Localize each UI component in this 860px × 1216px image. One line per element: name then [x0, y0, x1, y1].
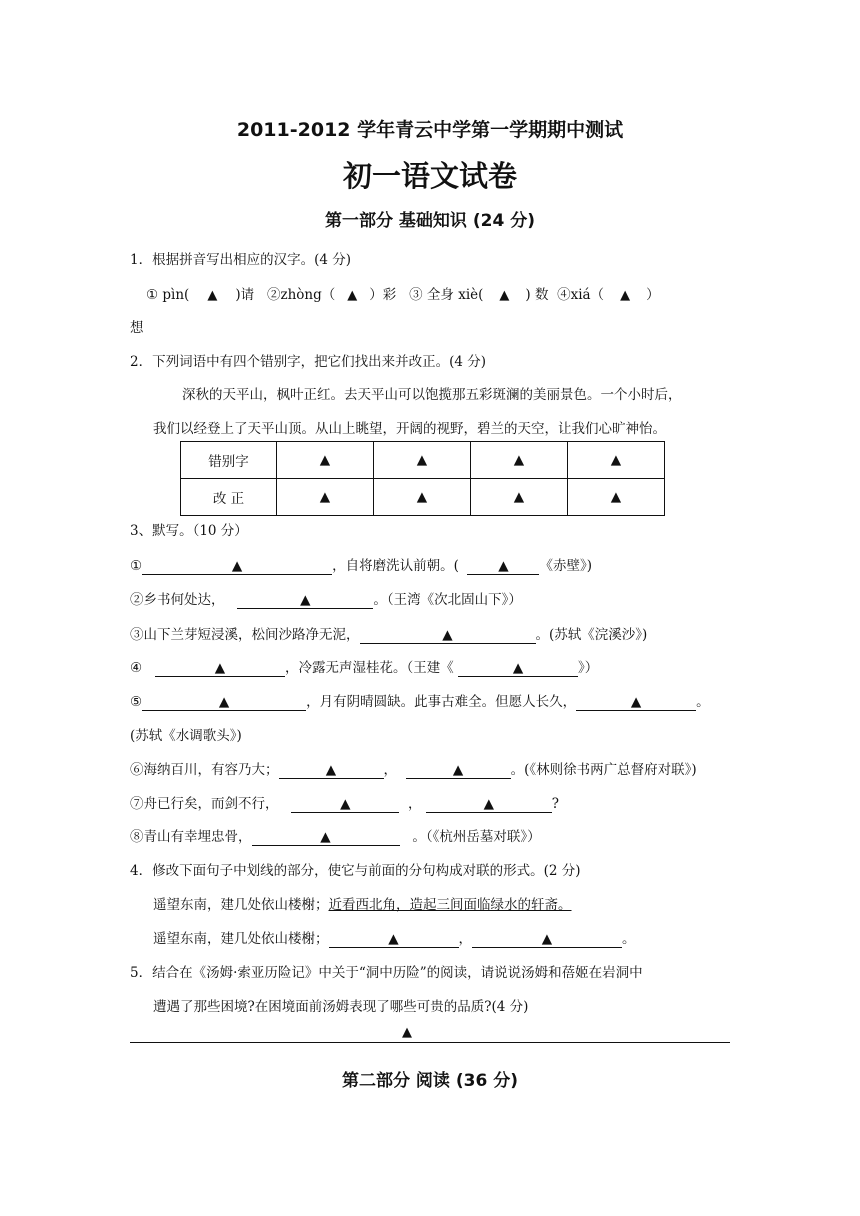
answer-blank[interactable]: ▲: [360, 628, 536, 644]
q3-line4: ④ ▲ ，冷露无声湿桂花。（王建《 ▲ 》）: [130, 660, 599, 676]
answer-mark[interactable]: ▲: [620, 288, 631, 303]
answer-blank[interactable]: ▲: [472, 932, 622, 948]
answer-blank[interactable]: ▲: [458, 661, 578, 677]
exam-subtitle: 初一语文试卷: [342, 159, 517, 193]
q3-stem: 3、默写。（10 分）: [130, 523, 248, 539]
answer-mark[interactable]: ▲: [207, 288, 218, 303]
answer-line[interactable]: [130, 1042, 730, 1043]
table-label: 错别字: [181, 442, 277, 479]
answer-blank[interactable]: ▲: [426, 797, 552, 813]
q5-stem-line1: 5．结合在《汤姆·索亚历险记》中关于“洞中历险”的阅读，请说说汤姆和蓓姬在岩洞中: [130, 965, 643, 981]
answer-cell[interactable]: ▲: [277, 479, 374, 516]
correction-table: [180, 441, 665, 516]
q2-passage-line2: 我们以经登上了天平山顶。从山上眺望，开阔的视野，碧兰的天空，让我们心旷神怡。: [153, 421, 666, 437]
q2-passage-line1: 深秋的天平山，枫叶正红。去天平山可以饱揽那五彩斑澜的美丽景色。一个小时后，: [182, 387, 682, 403]
answer-blank[interactable]: ▲: [142, 559, 332, 575]
q3-line5: ⑤ ▲ ，月有阴晴圆缺。此事古难全。但愿人长久， ▲ 。: [130, 694, 710, 710]
answer-blank[interactable]: ▲: [279, 763, 384, 779]
answer-cell[interactable]: ▲: [471, 442, 568, 479]
table-row: [181, 442, 665, 479]
q1-stem: 1．根据拼音写出相应的汉字。(4 分): [130, 252, 352, 268]
answer-blank[interactable]: ▲: [406, 763, 511, 779]
answer-blank[interactable]: ▲: [155, 661, 285, 677]
q3-line1: ① ▲ ，自将磨洗认前朝。( ▲ 《赤壁》): [130, 558, 593, 574]
q1-items: ① pìn( ▲ )请 ②zhòng（ ▲ ）彩 ③ 全身 xiè( ▲ ) 数 ④xiá（ ▲ ）: [146, 287, 660, 303]
table-row: [181, 479, 665, 516]
answer-cell[interactable]: ▲: [568, 442, 665, 479]
answer-blank[interactable]: ▲: [329, 932, 459, 948]
answer-cell[interactable]: ▲: [374, 479, 471, 516]
q3-line2: ②乡书何处达， ▲ 。（王湾《次北固山下》）: [130, 592, 522, 608]
answer-cell[interactable]: ▲: [568, 479, 665, 516]
answer-blank[interactable]: ▲: [237, 593, 373, 609]
q4-answer-sentence: 遥望东南，建几处依山楼榭； ▲ ， ▲ 。: [153, 931, 636, 947]
exam-title: 2011-2012 学年青云中学第一学期期中测试: [236, 119, 624, 141]
q3-line8: ⑧青山有幸埋忠骨， ▲ 。（《杭州岳墓对联》）: [130, 829, 541, 845]
q5-stem-line2: 遭遇了那些困境?在困境面前汤姆表现了哪些可贵的品质?(4 分): [153, 999, 529, 1015]
q1-continuation: 想: [130, 320, 144, 336]
answer-mark[interactable]: ▲: [347, 288, 358, 303]
q3-line5-source: (苏轼《水调歌头》): [130, 728, 242, 744]
table-label: 改 正: [181, 479, 277, 516]
answer-mark[interactable]: ▲: [402, 1025, 412, 1040]
underlined-clause: 近看西北角，造起三间面临绿水的轩斋。: [328, 897, 572, 913]
answer-cell[interactable]: ▲: [374, 442, 471, 479]
answer-blank[interactable]: ▲: [252, 830, 400, 846]
answer-cell[interactable]: ▲: [277, 442, 374, 479]
answer-blank[interactable]: ▲: [291, 797, 399, 813]
answer-mark[interactable]: ▲: [499, 288, 510, 303]
q3-line7: ⑦舟已行矣，而剑不行， ▲ ， ▲ ?: [130, 796, 560, 812]
answer-cell[interactable]: ▲: [471, 479, 568, 516]
part1-heading: 第一部分 基础知识 (24 分): [325, 211, 535, 231]
q3-line3: ③山下兰芽短浸溪，松间沙路净无泥， ▲ 。(苏轼《浣溪沙》): [130, 627, 648, 643]
q4-original-sentence: 遥望东南，建几处依山楼榭；近看西北角，造起三间面临绿水的轩斋。: [153, 897, 572, 913]
answer-blank[interactable]: ▲: [467, 559, 539, 575]
answer-blank[interactable]: ▲: [576, 695, 696, 711]
part2-heading: 第二部分 阅读 (36 分): [342, 1071, 518, 1091]
answer-blank[interactable]: ▲: [142, 695, 306, 711]
q2-stem: 2．下列词语中有四个错别字，把它们找出来并改正。(4 分): [130, 354, 487, 370]
q4-stem: 4．修改下面句子中划线的部分，使它与前面的分句构成对联的形式。(2 分): [130, 863, 581, 879]
q3-line6: ⑥海纳百川，有容乃大； ▲ ， ▲ 。(《林则徐书两广总督府对联》): [130, 762, 697, 778]
